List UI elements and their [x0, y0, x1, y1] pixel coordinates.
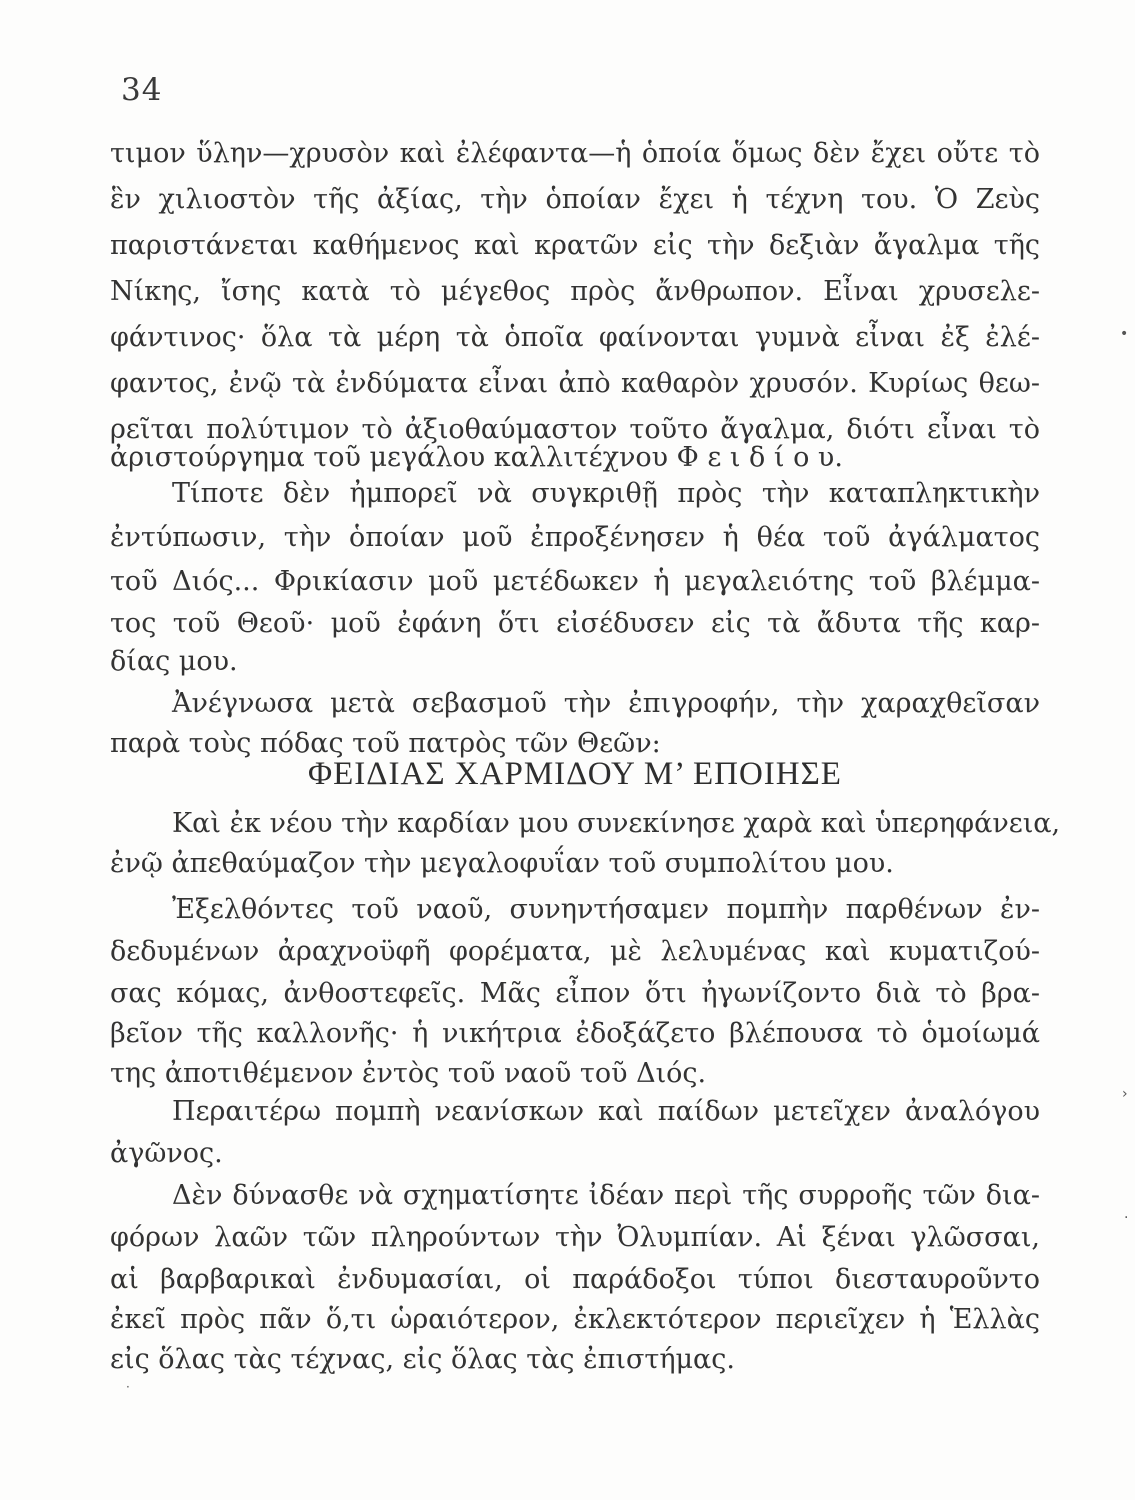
scan-speck: · [1124, 1210, 1129, 1226]
text-line: ἐκεῖ πρὸς πᾶν ὅ,τι ὡραιότερον, ἐκλεκτότερον περιεῖχεν ἡ Ἑλλὰς [110, 1304, 1040, 1335]
page-number: 34 [121, 72, 163, 108]
text-line: δεδυμένων ἀραχνοϋφῆ φορέματα, μὲ λελυμένας καὶ κυματιζού- [110, 936, 1040, 967]
text-line: φόρων λαῶν τῶν πληρούντων τὴν Ὀλυμπίαν. Αἱ ξέναι γλῶσσαι, [110, 1222, 1040, 1253]
text-line: παρὰ τοὺς πόδας τοῦ πατρὸς τῶν Θεῶν: [110, 728, 661, 759]
text-line: βεῖον τῆς καλλονῆς· ἡ νικήτρια ἐδοξάζετο βλέπουσα τὸ ὁμοίωμά [110, 1018, 1040, 1049]
text-line: τοῦ Διός... Φρικίασιν μοῦ μετέδωκεν ἡ μεγαλειότης τοῦ βλέμμα- [110, 566, 1040, 597]
scan-speck: › [1122, 1086, 1128, 1102]
text-line: ἓν χιλιοστὸν τῆς ἀξίας, τὴν ὁποίαν ἔχει ἡ τέχνη του. Ὁ Ζεὺς [110, 184, 1040, 215]
text-line: δίας μου. [110, 646, 238, 677]
text-line: ρεῖται πολύτιμον τὸ ἀξιοθαύμαστον τοῦτο ἄγαλμα, διότι εἶναι τὸ [110, 414, 1040, 445]
text-line: Περαιτέρω πομπὴ νεανίσκων καὶ παίδων μετεῖχεν ἀναλόγου [172, 1096, 1040, 1127]
text-line: φαντος, ἐνῷ τὰ ἐνδύματα εἶναι ἀπὸ καθαρὸν χρυσόν. Κυρίως θεω- [110, 368, 1040, 399]
inscription-heading: ΦΕΙΔΙΑΣ ΧΑΡΜΙΔΟΥ Μ’ ΕΠΟΙΗΣΕ [308, 756, 842, 792]
text-line: τιμον ὕλην—χρυσὸν καὶ ἐλέφαντα—ἡ ὁποία ὅμως δὲν ἔχει οὔτε τὸ [110, 138, 1040, 169]
text-line: τος τοῦ Θεοῦ· μοῦ ἐφάνη ὅτι εἰσέδυσεν εἰς τὰ ἄδυτα τῆς καρ- [110, 608, 1040, 639]
text-line: αἱ βαρβαρικαὶ ἐνδυμασίαι, οἱ παράδοξοι τύποι διεσταυροῦντο [110, 1264, 1040, 1295]
scan-speck: • [1120, 326, 1129, 342]
text-line: σας κόμας, ἀνθοστεφεῖς. Μᾶς εἶπον ὅτι ἠγωνίζοντο διὰ τὸ βρα- [110, 978, 1040, 1009]
text-line: παριστάνεται καθήμενος καὶ κρατῶν εἰς τὴν δεξιὰν ἄγαλμα τῆς [110, 230, 1040, 261]
text-line: φάντινος· ὅλα τὰ μέρη τὰ ὁποῖα φαίνονται γυμνὰ εἶναι ἐξ ἐλέ- [110, 322, 1040, 353]
text-line: της ἀποτιθέμενον ἐντὸς τοῦ ναοῦ τοῦ Διός. [110, 1058, 707, 1089]
text-line: Δὲν δύνασθε νὰ σχηματίσητε ἰδέαν περὶ τῆς συρροῆς τῶν δια- [172, 1180, 1040, 1211]
text-line: Τίποτε δὲν ἠμπορεῖ νὰ συγκριθῇ πρὸς τὴν καταπληκτικὴν [172, 478, 1040, 509]
text-line: εἰς ὅλας τὰς τέχνας, εἰς ὅλας τὰς ἐπιστήμας. [110, 1344, 735, 1375]
text-line: Καὶ ἐκ νέου τὴν καρδίαν μου συνεκίνησε χαρὰ καὶ ὑπερηφάνεια, [172, 808, 1061, 839]
text-line: Ἐξελθόντες τοῦ ναοῦ, συνηντήσαμεν πομπὴν παρθένων ἐν- [172, 894, 1040, 925]
text-line: ἐντύπωσιν, τὴν ὁποίαν μοῦ ἐπροξένησεν ἡ θέα τοῦ ἀγάλματος [110, 522, 1040, 553]
scan-speck: · [126, 1380, 130, 1394]
text-line: Νίκης, ἴσης κατὰ τὸ μέγεθος πρὸς ἄνθρωπον. Εἶναι χρυσελε- [110, 276, 1040, 307]
text-line: ἀγῶνος. [110, 1138, 223, 1169]
text-line: Ἀνέγνωσα μετὰ σεβασμοῦ τὴν ἐπιγροφήν, τὴν χαραχθεῖσαν [172, 688, 1040, 719]
text-line: ἐνῷ ἀπεθαύμαζον τὴν μεγαλοφυΐαν τοῦ συμπολίτου μου. [110, 848, 894, 879]
text-line: ἀριστούργημα τοῦ μεγάλου καλλιτέχνου Φ ε ι δ ί ο υ. [110, 442, 843, 473]
